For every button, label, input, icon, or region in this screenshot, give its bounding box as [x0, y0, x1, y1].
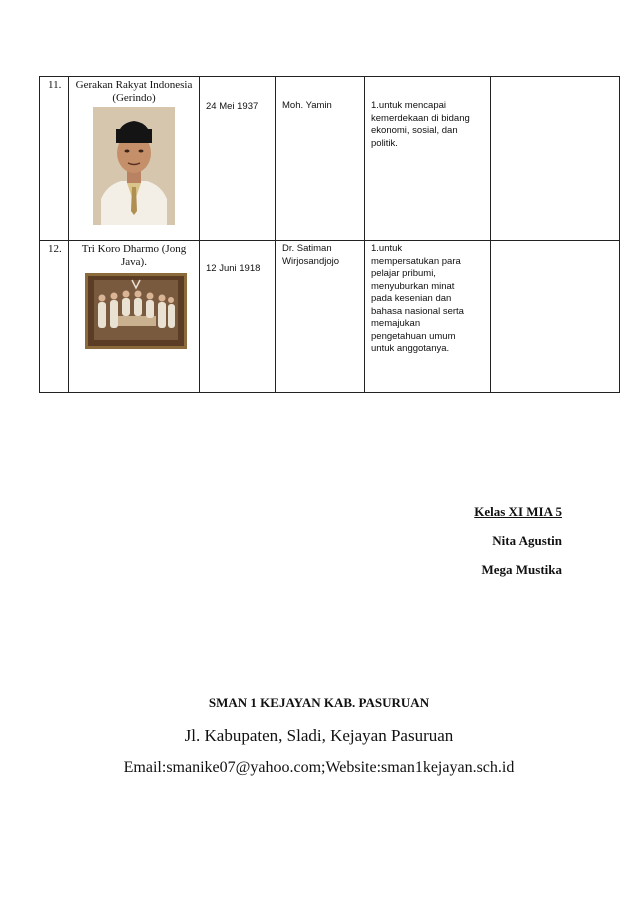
class-label: Kelas XI MIA 5: [474, 504, 562, 519]
row-number-cell: [40, 241, 69, 393]
founder-cell: [276, 77, 365, 241]
organization-cell: [69, 241, 200, 393]
founder-name: Moh. Yamin: [282, 100, 332, 111]
school-name: SMAN 1 KEJAYAN KAB. PASURUAN: [208, 695, 430, 710]
date-cell: [200, 241, 276, 393]
organization-goal: 1.untuk mencapai kemerdekaan di bidang ekonomi, sosial, dan politik.: [371, 100, 470, 149]
row-number: 11.: [48, 79, 62, 91]
founding-date: 24 Mei 1937: [206, 101, 259, 112]
organization-cell: [69, 77, 200, 241]
school-address: Jl. Kabupaten, Sladi, Kejayan Pasuruan: [184, 726, 454, 745]
founder-name: Dr. Satiman Wirjosandjojo: [282, 243, 340, 267]
founding-date: 12 Juni 1918: [206, 263, 261, 274]
organization-name: Gerakan Rakyat Indonesia (Gerindo): [75, 79, 193, 104]
author-name-2: Mega Mustika: [481, 562, 562, 577]
portrait-photo: [93, 107, 175, 225]
table-row: [40, 77, 620, 241]
table-row: [40, 241, 620, 393]
school-contact: Email:smanike07@yahoo.com;Website:sman1kejayan.sch.id: [123, 759, 515, 776]
organization-goal: 1.untuk mempersatukan para pelajar pribumi, menyuburkan minat pada kesenian dan bahasa nasional serta memajukan pengetahuan umum untuk anggotanya.: [371, 243, 464, 354]
date-cell: [200, 77, 276, 241]
organization-table: [39, 76, 620, 393]
goal-cell: [365, 241, 491, 393]
organization-name: Tri Koro Dharmo (Jong Java).: [81, 243, 187, 268]
extra-cell: [491, 77, 620, 241]
author-name-1: Nita Agustin: [492, 533, 562, 548]
row-number-cell: [40, 77, 69, 241]
extra-cell: [491, 241, 620, 393]
founder-cell: [276, 241, 365, 393]
row-number: 12.: [48, 243, 62, 255]
goal-cell: [365, 77, 491, 241]
group-photo: [85, 273, 187, 349]
